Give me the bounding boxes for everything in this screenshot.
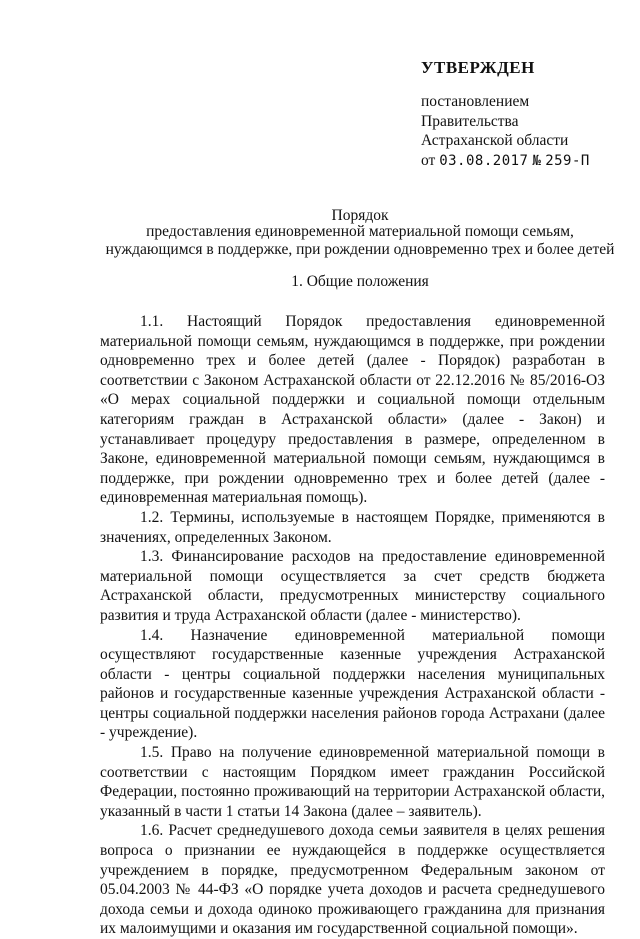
approval-date-prefix: от [421,151,436,169]
paragraph-1-3: 1.3. Финансирование расходов на предоставление единовременной материальной помощи осуществляется за счет средств бюджета Астраханской области, предусмотренных министерству социального развития и труда Астраханской области (далее - министерство). [100,548,605,624]
section-heading: 1. Общие положения [291,273,429,290]
approval-line-2: Правительства [421,112,519,130]
approval-date: 03.08.2017 [439,152,529,169]
approval-line-1: постановлением [421,93,530,110]
approval-stamp: УТВЕРЖДЕН [421,58,535,77]
paragraph-1-4: 1.4. Назначение единовременной материальной помощи осуществляют государственные казенные учреждения Астраханской области - центры социальной поддержки населения муниципальных районов и государственные казенные учреждения Астраханской области - центры социальной поддержки населения районов города Астрахани (далее - учреждение). [100,626,605,742]
paragraph-1-6: 1.6. Расчет среднедушевого дохода семьи заявителя в целях решения вопроса о признании ее нуждающейся в поддержке осуществляется учреждением в порядке, предусмотренном Федеральным законом от 05.04.2003 № 44-ФЗ «О порядке учета доходов и расчета среднедушевого дохода семьи и дохода одиноко проживающего гражданина для признания их малоимущими и оказания им государственной социальной помощи». [100,822,605,938]
paragraph-1-2: 1.2. Термины, используемые в настоящем Порядке, применяются в значениях, определенных Законом. [100,508,605,546]
approval-number-sign: № [532,152,542,169]
paragraph-1-5: 1.5. Право на получение единовременной материальной помощи в соответствии с настоящим Порядком имеет гражданин Российской Федерации, постоянно проживающий на территории Астраханской области, указанный в части 1 статьи 14 Закона (далее – заявитель). [100,744,605,820]
approval-line-3: Астраханской области [421,132,569,149]
paragraph-1-1: 1.1. Настоящий Порядок предоставления единовременной материальной помощи семьям, нуждающимся в поддержке, при рождении одновременно трех и более детей (далее - Порядок) разработан в соответствии с Законом Астраханской области от 22.12.2016 № 85/2016-ОЗ «О мерах социальной поддержки и социальной помощи отдельным категориям граждан в Астраханской области» (далее - Закон) и устанавливает процедуру предоставления в размере, определенном в Законе, единовременной материальной помощи семьям, нуждающимся в поддержке, при рождении одновременно трех и более детей (далее - единовременная материальная помощь). [100,313,605,507]
document-title: Порядок [331,207,389,224]
document-body [100,312,605,939]
document-subtitle: предоставления единовременной материальной помощи семьям, нуждающимся в поддержке, при рождении одновременно трех и более детей [105,223,615,258]
approval-number: 259-П [545,152,590,169]
approval-block [421,58,621,171]
approval-line-4 [421,151,621,172]
